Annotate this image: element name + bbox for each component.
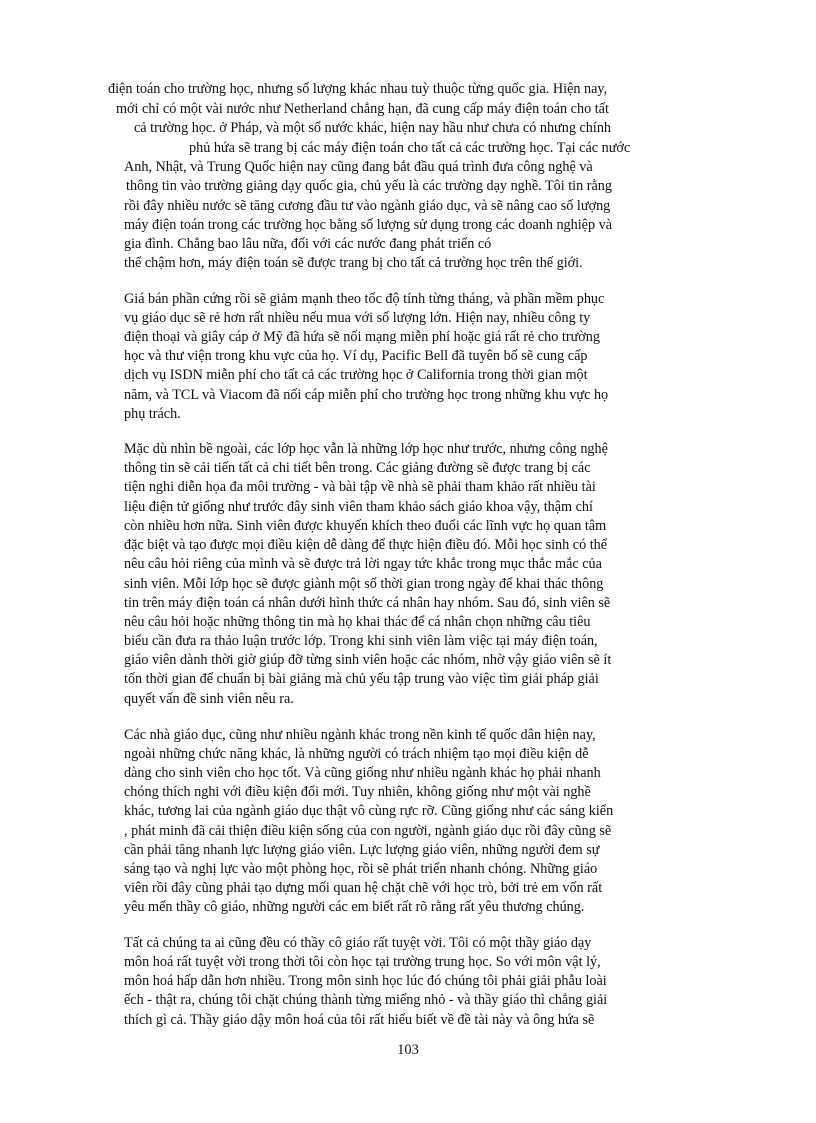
text-line: môn hoá hấp dẫn hơn nhiều. Trong môn sinh học lúc đó chúng tôi phải giải phẫu loài — [124, 973, 607, 989]
text-line: rồi đây nhiều nước sẽ tăng cương đầu tư vào ngành giáo dục, và sẽ nâng cao số lượng — [124, 198, 611, 214]
text-line: tin trên máy điện toán cá nhân dưới hình thức cá nhân hay nhóm. Sau đó, sinh viên sẽ — [124, 595, 611, 611]
text-line: ếch - thật ra, chúng tôi chặt chúng thành từng miếng nhỏ - và thầy giáo thì chẳng giải — [124, 992, 608, 1008]
text-line: nêu câu hỏi hoặc những thông tin mà họ khai thác để cá nhân chọn những câu tiêu — [124, 614, 591, 630]
text-line: quyết vấn đề sinh viên nêu ra. — [124, 691, 294, 707]
text-line: phụ trách. — [124, 406, 181, 422]
text-line: vụ giáo dục sẽ rẻ hơn rất nhiều nếu mua với số lượng lớn. Hiện nay, nhiều công ty — [124, 310, 591, 326]
text-line: phủ hứa sẽ trang bị các máy điện toán cho tất cả các trường học. Tại các nước — [189, 140, 631, 156]
text-line: còn nhiều hơn nữa. Sinh viên được khuyến khích theo đuổi các lĩnh vực họ quan tâm — [124, 518, 607, 534]
text-line: đặc biệt và tạo được mọi điều kiện dễ dàng để thực hiện điều đó. Mỗi học sinh có thể — [124, 537, 608, 553]
text-line: chóng thích nghi với điều kiện đổi mới. Tuy nhiên, không giống như một vài nghề — [124, 784, 591, 800]
text-line: nêu câu hỏi riêng của mình và sẽ được trả lời ngay tức khắc trong mục thắc mắc của — [124, 556, 602, 572]
text-line: liệu điện tử giống như trước đây sinh viên tham khảo sách giáo khoa vậy, thậm chí — [124, 499, 593, 515]
text-line: Tất cả chúng ta ai cũng đều có thầy cô giáo rất tuyệt vời. Tôi có một thầy giáo dạy — [124, 935, 592, 951]
text-line: cả trường học. ở Pháp, và một số nước khác, hiện nay hầu như chưa có nhưng chính — [134, 120, 612, 136]
text-line: năm, và TCL và Viacom đã nối cáp miễn phí cho trường học trong những khu vực họ — [124, 387, 609, 403]
text-line: biểu cần đưa ra thảo luận trước lớp. Trong khi sinh viên làm việc tại máy điện toán, — [124, 633, 598, 649]
text-line: thích gì cả. Thầy giáo dậy môn hoá của tôi rất hiểu biết về đề tài này và ông hứa sẽ — [124, 1012, 595, 1028]
text-line: Giá bán phần cứng rồi sẽ giảm mạnh theo tốc độ tính từng tháng, và phần mềm phục — [124, 291, 605, 307]
text-line: viên rồi đây cũng phải tạo dựng mối quan hệ chặt chẽ với học trò, bởi trẻ em vốn rất — [124, 880, 603, 896]
text-line: Anh, Nhật, và Trung Quốc hiện nay cũng đang bắt đầu quá trình đưa công nghệ và — [124, 159, 593, 175]
text-line: học và thư viện trong khu vực của họ. Ví dụ, Pacific Bell đã tuyên bố sẽ cung cấp — [124, 348, 588, 364]
text-line: , phát minh đã cải thiện điều kiện sống của con người, ngành giáo dục rồi đây cũng sẽ — [124, 823, 612, 839]
page-number: 103 — [397, 1042, 419, 1058]
text-line: gia đình. Chẳng bao lâu nữa, đối với các nước đang phát triển có — [124, 236, 492, 252]
text-line: điện thoại và giây cáp ở Mỹ đã hứa sẽ nối mạng miễn phí hoặc giá rất rẻ cho trường — [124, 329, 600, 345]
text-line: cần phải tăng nhanh lực lượng giáo viên. Lực lượng giáo viên, những người đem sự — [124, 842, 600, 858]
text-line: môn hoá rất tuyệt vời trong thời tôi còn học tại trường trung học. So với môn vật lý, — [124, 954, 601, 970]
text-line: yêu mến thầy cô giáo, những người các em biết rất rõ rằng rất yêu thương chúng. — [124, 899, 585, 915]
text-line: điện toán cho trường học, nhưng số lượng khác nhau tuỳ thuộc từng quốc gia. Hiện nay, — [108, 81, 608, 97]
text-line: thông tin sẽ cải tiến tất cả chi tiết bên trong. Các giảng đường sẽ được trang bị các — [124, 460, 591, 476]
text-line: mới chỉ có một vài nước như Netherland chẳng hạn, đã cung cấp máy điện toán cho tất — [116, 101, 609, 117]
text-line: sáng tạo và nghị lực vào một phòng học, rồi sẽ phát triển nhanh chóng. Những giáo — [124, 861, 598, 877]
text-line: dàng cho sinh viên cho học tốt. Và cũng giống như nhiều ngành khác họ phải nhanh — [124, 765, 601, 781]
text-line: thông tin vào trường giảng dạy quốc gia, chủ yếu là các trường dạy nghề. Tôi tin rằng — [126, 178, 612, 194]
text-line: Mặc dù nhìn bề ngoài, các lớp học vẫn là những lớp học như trước, nhưng công nghệ — [124, 441, 608, 457]
text-line: khác, tương lai của ngành giáo dục thật vô cùng rực rỡ. Cũng giống như các sáng kiến — [124, 803, 614, 819]
text-line: Các nhà giáo dục, cũng như nhiều ngành khác trong nền kinh tế quốc dân hiện nay, — [124, 727, 596, 743]
text-line: tiện nghi diễn họa đa môi trường - và bài tập về nhà sẽ phải tham khảo rất nhiều tài — [124, 479, 596, 495]
text-line: giáo viên dành thời giờ giúp đỡ từng sinh viên hoặc các nhóm, nhờ vậy giáo viên sẽ ít — [124, 652, 612, 668]
text-line: ngoài những chức năng khác, là những người có trách nhiệm tạo mọi điều kiện dễ — [124, 746, 589, 762]
text-line: thể chậm hơn, máy điện toán sẽ được trang bị cho tất cả trường học trên thế giới. — [124, 255, 583, 271]
text-line: tốn thời gian để chuẩn bị bài giảng mà chủ yếu tập trung vào việc tìm giải pháp giải — [124, 671, 599, 687]
text-line: dịch vụ ISDN miễn phí cho tất cả các trường học ở California trong thời gian một — [124, 367, 588, 383]
text-line: sinh viên. Mỗi lớp học sẽ được giành một số thời gian trong ngày để khai thác thông — [124, 576, 604, 592]
text-line: máy điện toán trong các trường học bằng số lượng sử dụng trong các doanh nghiệp và — [124, 217, 613, 233]
